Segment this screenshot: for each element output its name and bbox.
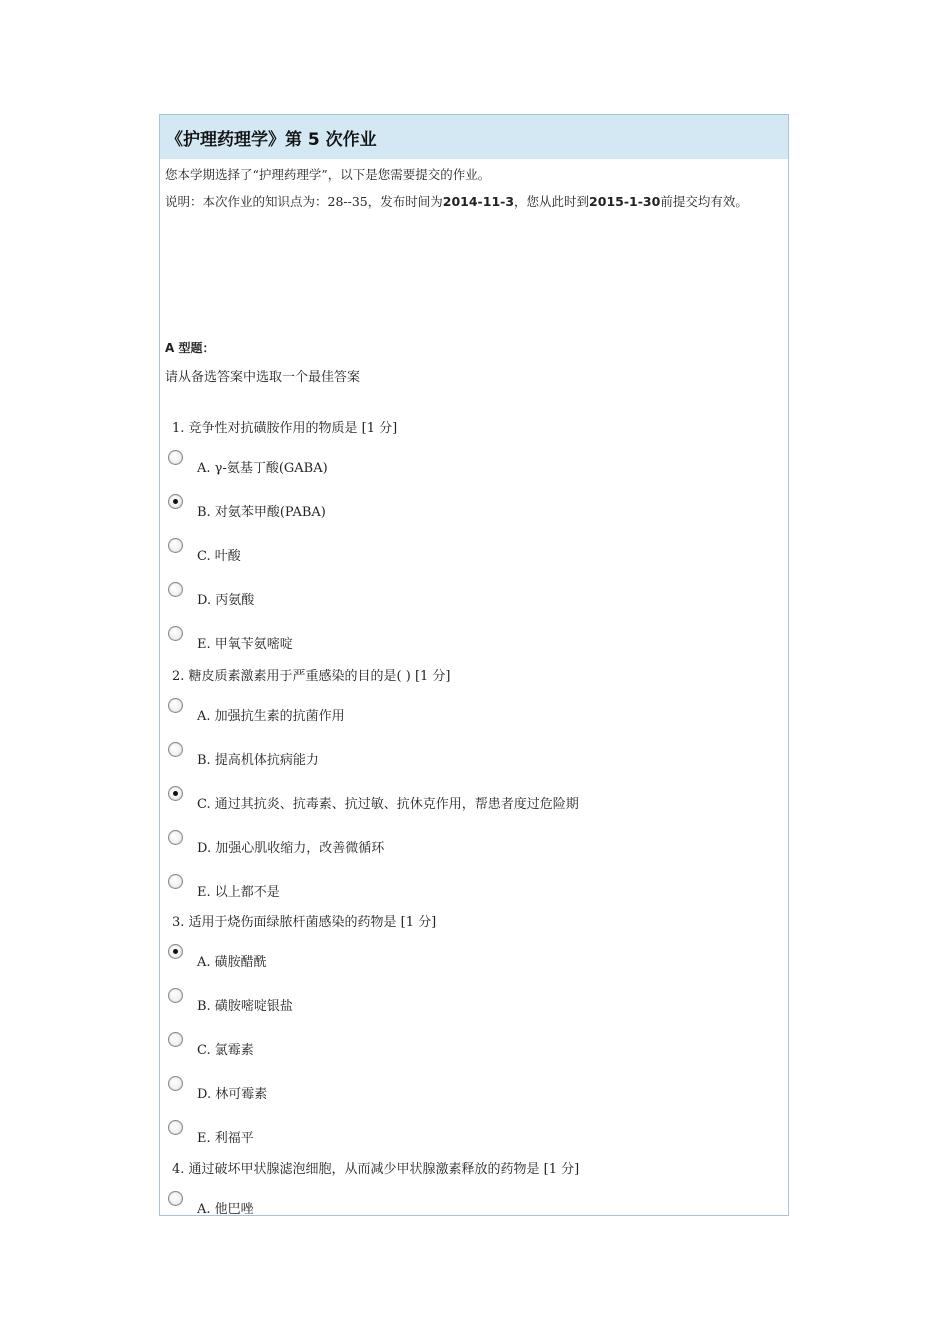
section-instruction: 请从备选答案中选取一个最佳答案 — [165, 370, 361, 385]
answer-option[interactable] — [168, 582, 728, 608]
option-label: A. 他巴唑 — [197, 1202, 254, 1217]
answer-option[interactable] — [168, 1191, 728, 1217]
radio-button-selected[interactable] — [168, 944, 183, 959]
radio-button[interactable] — [168, 450, 183, 465]
question-text: 2. 糖皮质素激素用于严重感染的目的是( ) [1 分] — [172, 669, 451, 684]
radio-button[interactable] — [168, 1191, 183, 1206]
assignment-title: 《护理药理学》第 5 次作业 — [166, 130, 377, 150]
option-label: D. 加强心肌收缩力，改善微循环 — [197, 841, 385, 856]
option-label: C. 氯霉素 — [197, 1043, 254, 1058]
answer-option[interactable] — [168, 944, 728, 970]
option-label: B. 磺胺嘧啶银盐 — [197, 999, 293, 1014]
radio-button[interactable] — [168, 874, 183, 889]
option-label: E. 以上都不是 — [197, 885, 280, 900]
option-label: A. 磺胺醋酰 — [197, 955, 267, 970]
answer-option[interactable] — [168, 494, 728, 520]
answer-option[interactable] — [168, 698, 728, 724]
answer-option[interactable] — [168, 830, 728, 856]
assignment-header — [160, 115, 788, 159]
radio-button[interactable] — [168, 742, 183, 757]
radio-button-selected[interactable] — [168, 786, 183, 801]
option-label: E. 利福平 — [197, 1131, 254, 1146]
answer-option[interactable] — [168, 742, 728, 768]
deadline-date: 2015-1-30 — [589, 194, 661, 209]
question-text: 3. 适用于烧伤面绿脓杆菌感染的药物是 [1 分] — [172, 915, 437, 930]
answer-option[interactable] — [168, 538, 728, 564]
option-label: A. 加强抗生素的抗菌作用 — [197, 709, 345, 724]
note-mid: ，您从此时到 — [514, 194, 590, 209]
radio-button[interactable] — [168, 582, 183, 597]
option-label: C. 叶酸 — [197, 549, 241, 564]
radio-button[interactable] — [168, 1076, 183, 1091]
radio-button[interactable] — [168, 830, 183, 845]
answer-option[interactable] — [168, 1032, 728, 1058]
option-label: D. 林可霉素 — [197, 1087, 268, 1102]
option-label: C. 通过其抗炎、抗毒素、抗过敏、抗休克作用，帮患者度过危险期 — [197, 797, 579, 812]
assignment-panel — [159, 114, 789, 1216]
answer-option[interactable] — [168, 1076, 728, 1102]
section-title: A 型题： — [165, 341, 215, 355]
radio-button[interactable] — [168, 626, 183, 641]
answer-option[interactable] — [168, 1120, 728, 1146]
radio-button[interactable] — [168, 538, 183, 553]
question-text: 4. 通过破坏甲状腺滤泡细胞，从而减少甲状腺激素释放的药物是 [1 分] — [172, 1162, 580, 1177]
radio-button-selected[interactable] — [168, 494, 183, 509]
answer-option[interactable] — [168, 786, 728, 812]
option-label: E. 甲氧苄氨嘧啶 — [197, 637, 293, 652]
answer-option[interactable] — [168, 988, 728, 1014]
intro-line: 您本学期选择了“护理药理学”，以下是您需要提交的作业。 — [165, 167, 491, 182]
publish-date: 2014-11-3 — [442, 194, 515, 209]
intro-note — [165, 192, 748, 210]
option-label: B. 对氨苯甲酸(PABA) — [197, 505, 326, 520]
radio-button[interactable] — [168, 988, 183, 1003]
option-label: B. 提高机体抗病能力 — [197, 753, 319, 768]
option-label: A. γ-氨基丁酸(GABA) — [197, 461, 328, 476]
note-suffix: 前提交均有效。 — [660, 194, 748, 209]
option-label: D. 丙氨酸 — [197, 593, 255, 608]
radio-button[interactable] — [168, 1120, 183, 1135]
radio-button[interactable] — [168, 1032, 183, 1047]
answer-option[interactable] — [168, 450, 728, 476]
answer-option[interactable] — [168, 626, 728, 652]
note-prefix: 说明：本次作业的知识点为：28--35，发布时间为 — [165, 194, 443, 209]
question-text: 1. 竞争性对抗磺胺作用的物质是 [1 分] — [172, 421, 398, 436]
answer-option[interactable] — [168, 874, 728, 900]
radio-button[interactable] — [168, 698, 183, 713]
